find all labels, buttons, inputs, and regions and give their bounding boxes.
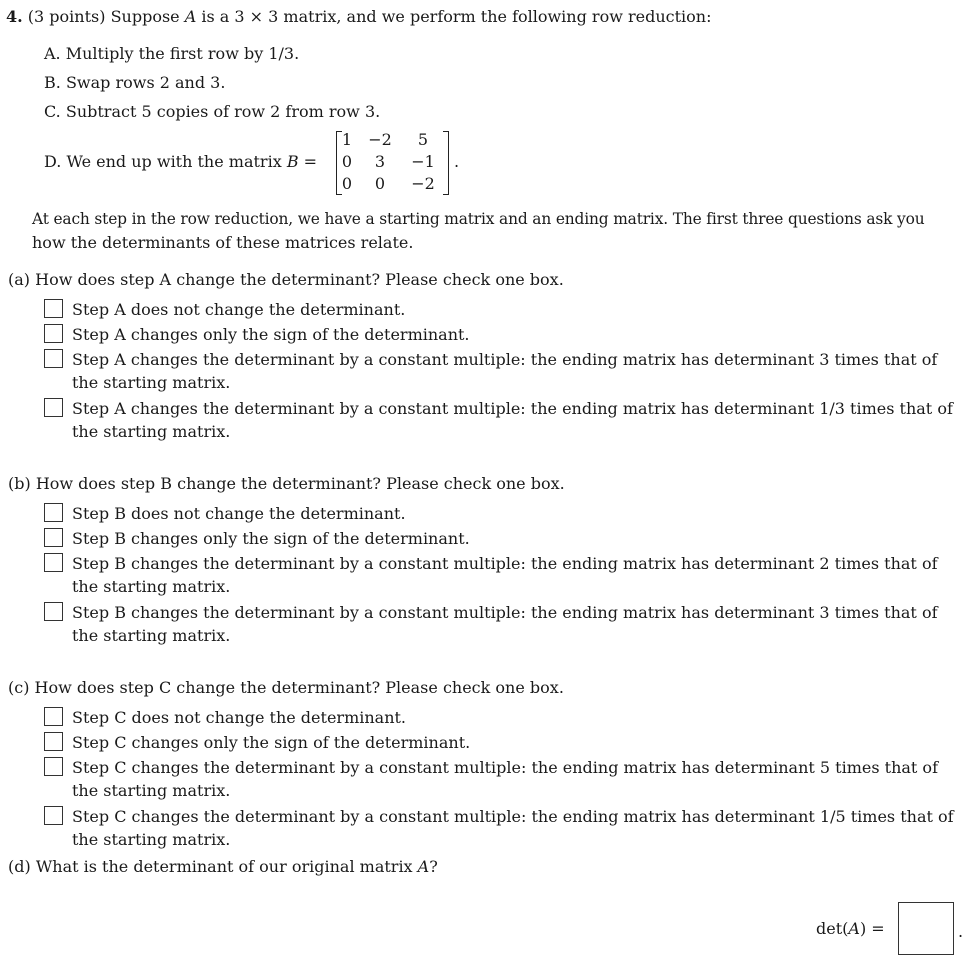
context-line-1: At each step in the row reduction, we have a starting matrix and an ending matrix. The first three questions ask you xyxy=(32,210,925,228)
step-d xyxy=(44,152,317,172)
answer-lead: det( xyxy=(816,919,849,938)
step-label: D. xyxy=(44,152,62,171)
step-text: Swap rows 2 and 3. xyxy=(65,73,226,92)
problem-header xyxy=(6,7,712,27)
equals-sign: = xyxy=(298,152,318,171)
checkbox-b-2[interactable] xyxy=(44,528,63,547)
var-a: A xyxy=(184,7,197,26)
step-c xyxy=(44,102,380,122)
matrix-cell: 0 xyxy=(341,174,353,193)
answer-equals: ) = xyxy=(859,919,885,938)
option-b-3: Step B changes the determinant by a constant multiple: the ending matrix has determinant 2 times that of the starting matrix. xyxy=(72,554,938,596)
question-d-prompt xyxy=(8,857,438,877)
matrix-cell: 1 xyxy=(341,130,353,149)
matrix-cell: −2 xyxy=(411,174,435,193)
answer-box[interactable] xyxy=(898,902,954,955)
checkbox-b-1[interactable] xyxy=(44,503,63,522)
step-text: Multiply the first row by 1/3. xyxy=(65,44,300,63)
option-c-2: Step C changes only the sign of the determinant. xyxy=(72,733,471,752)
matrix-cell: 0 xyxy=(341,152,353,171)
checkbox-a-2[interactable] xyxy=(44,324,63,343)
problem-number: 4. xyxy=(6,7,23,26)
matrix-cell: −2 xyxy=(368,130,392,149)
var-a: A xyxy=(848,919,860,938)
step-a xyxy=(44,44,299,64)
answer-period: . xyxy=(958,922,964,941)
option-b-1: Step B does not change the determinant. xyxy=(72,504,406,523)
question-c-prompt: (c) How does step C change the determinant? Please check one box. xyxy=(8,678,564,697)
intro-mid: is a 3 × 3 matrix, and we perform the following row reduction: xyxy=(196,7,712,26)
checkbox-c-1[interactable] xyxy=(44,707,63,726)
option-a-3: Step A changes the determinant by a constant multiple: the ending matrix has determinant 3 times that of the starting matrix. xyxy=(72,350,938,392)
checkbox-b-4[interactable] xyxy=(44,602,63,621)
step-label: A. xyxy=(44,44,61,63)
checkbox-c-2[interactable] xyxy=(44,732,63,751)
checkbox-a-1[interactable] xyxy=(44,299,63,318)
option-b-4: Step B changes the determinant by a constant multiple: the ending matrix has determinant 3 times that of the starting matrix. xyxy=(72,603,938,645)
option-b-2: Step B changes only the sign of the determinant. xyxy=(72,529,470,548)
option-c-1: Step C does not change the determinant. xyxy=(72,708,407,727)
step-label: B. xyxy=(44,73,61,92)
option-a-1: Step A does not change the determinant. xyxy=(72,300,406,319)
matrix-cell: −1 xyxy=(411,152,435,171)
checkbox-c-4[interactable] xyxy=(44,806,63,825)
context-line-2: how the determinants of these matrices relate. xyxy=(32,233,414,252)
matrix-cell: 5 xyxy=(417,130,429,149)
checkbox-b-3[interactable] xyxy=(44,553,63,572)
matrix-cell: 3 xyxy=(374,152,386,171)
answer-label xyxy=(816,919,885,939)
step-b xyxy=(44,73,225,93)
matrix-period: . xyxy=(454,152,460,171)
question-d-end: ? xyxy=(429,857,438,876)
matrix-cell: 0 xyxy=(374,174,386,193)
step-label: C. xyxy=(44,102,61,121)
option-c-4: Step C changes the determinant by a constant multiple: the ending matrix has determinant 1/5 times that of the starting matrix. xyxy=(72,807,954,849)
intro-lead: (3 points) Suppose xyxy=(27,7,185,26)
matrix-right-bracket xyxy=(443,131,449,195)
checkbox-a-4[interactable] xyxy=(44,398,63,417)
question-b-prompt: (b) How does step B change the determinant? Please check one box. xyxy=(8,474,565,493)
option-a-4: Step A changes the determinant by a constant multiple: the ending matrix has determinant 1/3 times that of the starting matrix. xyxy=(72,399,953,441)
question-d-lead: (d) What is the determinant of our original matrix xyxy=(8,857,418,876)
question-a-prompt: (a) How does step A change the determinant? Please check one box. xyxy=(8,270,564,289)
step-text: We end up with the matrix xyxy=(66,152,287,171)
option-a-2: Step A changes only the sign of the determinant. xyxy=(72,325,470,344)
var-a: A xyxy=(417,857,430,876)
step-text: Subtract 5 copies of row 2 from row 3. xyxy=(65,102,381,121)
var-b: B xyxy=(286,152,299,171)
option-c-3: Step C changes the determinant by a constant multiple: the ending matrix has determinant 5 times that of the starting matrix. xyxy=(72,758,938,800)
checkbox-c-3[interactable] xyxy=(44,757,63,776)
checkbox-a-3[interactable] xyxy=(44,349,63,368)
